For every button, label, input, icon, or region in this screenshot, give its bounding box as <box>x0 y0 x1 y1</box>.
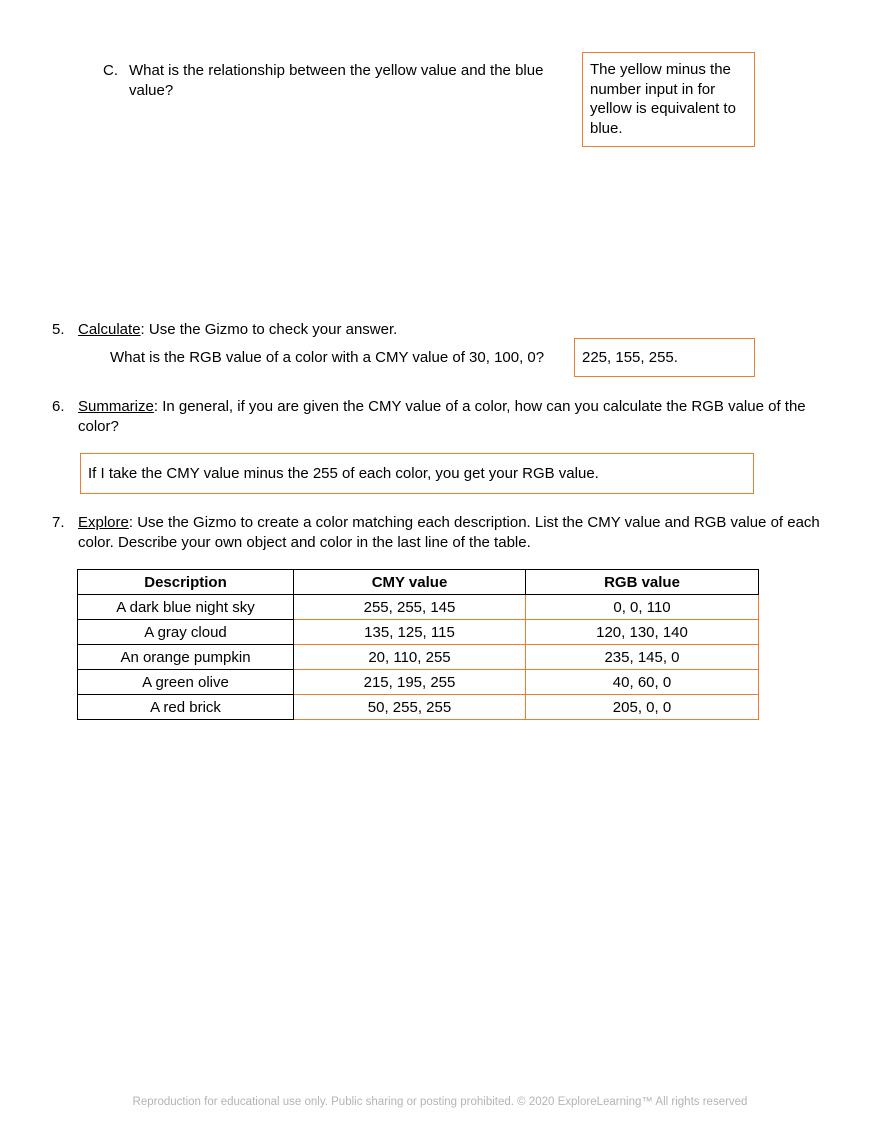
question-7-number: 7. <box>52 514 65 531</box>
rgb-value-cell[interactable]: 205, 0, 0 <box>526 695 759 720</box>
table-header-row <box>78 570 759 595</box>
table-row <box>78 645 759 670</box>
question-5-text <box>78 320 397 340</box>
question-5-number: 5. <box>52 321 65 338</box>
table-row <box>78 670 759 695</box>
rgb-value-cell[interactable]: 120, 130, 140 <box>526 620 759 645</box>
footer-copyright: Reproduction for educational use only. Public sharing or posting prohibited. © 2020 ExploreLearning™ All rights reserved <box>132 1096 748 1108</box>
question-7-keyword: Explore <box>78 514 129 531</box>
question-7-prompt: : Use the Gizmo to create a color matching each description. List the CMY value and RGB value of each color. Describe your own object and color in the last line of the table. <box>78 514 820 551</box>
header-description: Description <box>78 570 294 595</box>
question-c-text: What is the relationship between the yellow value and the blue value? <box>129 62 544 99</box>
cmy-value-cell[interactable]: 135, 125, 115 <box>294 620 526 645</box>
question-5-prompt: : Use the Gizmo to check your answer. <box>140 321 398 338</box>
question-6-prompt: : In general, if you are given the CMY value of a color, how can you calculate the RGB value of the color? <box>78 398 806 435</box>
question-5-answer-box[interactable]: 225, 155, 255. <box>574 338 755 377</box>
cmy-value-cell[interactable]: 215, 195, 255 <box>294 670 526 695</box>
header-rgb-value: RGB value <box>526 570 759 595</box>
description-cell: A gray cloud <box>78 620 294 645</box>
rgb-value-cell[interactable]: 235, 145, 0 <box>526 645 759 670</box>
description-cell: A dark blue night sky <box>78 595 294 620</box>
cmy-value-cell[interactable]: 255, 255, 145 <box>294 595 526 620</box>
description-cell: An orange pumpkin <box>78 645 294 670</box>
question-6-text <box>78 397 838 437</box>
table-row <box>78 595 759 620</box>
question-5-sub-question: What is the RGB value of a color with a CMY value of 30, 100, 0? <box>110 349 545 366</box>
table-row <box>78 620 759 645</box>
description-cell: A red brick <box>78 695 294 720</box>
question-6-answer-box[interactable]: If I take the CMY value minus the 255 of each color, you get your RGB value. <box>80 453 754 494</box>
header-cmy-value: CMY value <box>294 570 526 595</box>
rgb-value-cell[interactable]: 40, 60, 0 <box>526 670 759 695</box>
question-c-letter: C. <box>103 62 118 79</box>
cmy-value-cell[interactable]: 50, 255, 255 <box>294 695 526 720</box>
description-cell: A green olive <box>78 670 294 695</box>
question-6-keyword: Summarize <box>78 398 154 415</box>
table-row <box>78 695 759 720</box>
question-7-text <box>78 513 848 553</box>
cmy-value-cell[interactable]: 20, 110, 255 <box>294 645 526 670</box>
rgb-value-cell[interactable]: 0, 0, 110 <box>526 595 759 620</box>
question-6-number: 6. <box>52 398 65 415</box>
color-table <box>77 569 758 720</box>
question-c-answer-box[interactable]: The yellow minus the number input in for yellow is equivalent to blue. <box>582 52 755 147</box>
question-5-keyword: Calculate <box>78 321 141 338</box>
